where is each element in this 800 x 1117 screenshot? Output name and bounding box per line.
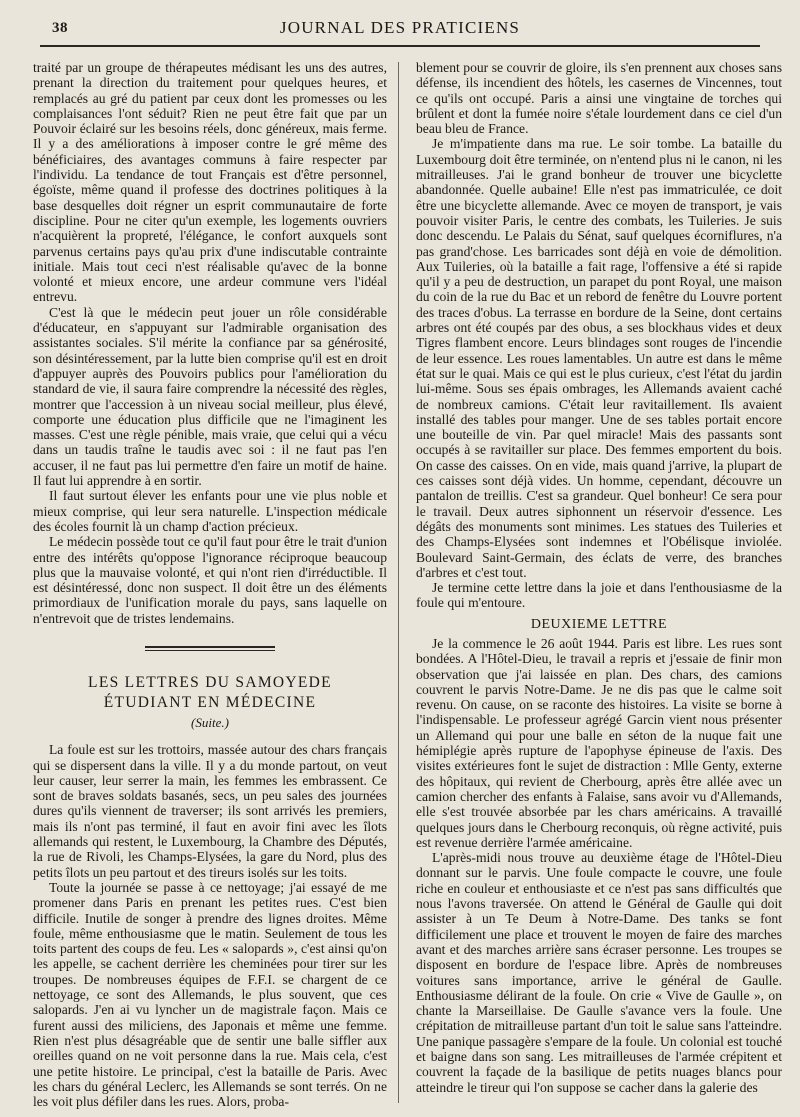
paragraph: Toute la journée se passe à ce nettoyage; j'ai essayé de me promener dans Paris en prenant les petites rues. C'est bien difficile. Inutile de songer à prendre des lignes droites. Même foule, même enthousiasme que le matin. Seulement de tous les toits partent des coups de feu. Les « salopards », c'est ainsi qu'on les appelle, se cachent derrière les cheminées pour tirer sur les troupes. De nombreuses équipes de F.F.I. se chargent de ce nettoyage, ce sont des Allemands, le plus souvent, que ces salopards. J'en ai vu lyncher un de magistrale façon. Mais ce furent aussi des miliciens, des Japonais et même une femme. Rien n'est plus désagréable que de sentir une balle siffler aux oreilles quand on ne voit personne dans la rue. Mais cela, c'est une petite histoire. Le principal, c'est la bataille de Paris. Avec les chars du général Leclerc, les Allemands se sont terrés. On ne les voit plus défiler dans les rues. Alors, proba-	[33, 879, 387, 1110]
page-header	[40, 14, 760, 44]
paragraph: C'est là que le médecin peut jouer un rôle considérable d'éducateur, en s'appuyant sur l'admirable organisation des assistantes sociales. S'il mérite la confiance par sa générosité, son désintéressement, par la lutte bien comprise qu'il est en droit d'appuyer auprès des Pouvoirs publics pour l'amélioration du standard de vie, il saura faire comprendre la nécessité des règles, montrer que l'accession à un niveau social meilleur, plus élevé, comporte une éducation plus difficile que ne l'imaginent les masses. C'est une règle pénible, mais vraie, que celui qui a vécu dans un taudis traîne le taudis avec soi : il ne faut pas l'en accuser, il ne faut pas lui permettre d'en faire un motif de haine. Il faut lui apprendre à en sortir.	[33, 304, 387, 489]
article-subtitle: (Suite.)	[191, 714, 229, 730]
paragraph: Je m'impatiente dans ma rue. Le soir tombe. La bataille du Luxembourg doit être terminée, on n'entend plus ni le canon, ni les mitrailleuses. J'ai le grand bonheur de trouver une bicyclette abandonnée. Quelle aubaine! Elle n'est pas immatriculée, ce doit être une bicyclette allemande. Avec ce moyen de transport, je vais pouvoir visiter Paris, le centre des combats, les Tuileries. Je suis donc descendu. Le Palais du Sénat, sauf quelques écorniflures, n'a pas grand'chose. Les barricades sont déjà en voie de démolition. Aux Tuileries, où la bataille a fait rage, l'offensive a été si rapide qu'il y a peu de destruction, un parapet du pont Royal, une maison du coin de la rue du Bac et un rebord de fenêtre du Louvre portent des traces d'obus. La terrasse en bordure de la Seine, dont certains arbres ont été coupés par des obus, a ses blockhaus vides et deux Tigres flambent encore. Leurs blindages sont rouges de l'incendie de leur essence. Les roues lamentables. Un autre est dans le même état sur le quai. Mais ce qui est le plus curieux, c'est l'état du jardin lui-même. Sous ses épais ombrages, les Allemands avaient caché de nombreux camions. C'était leur ravitaillement. Ils avaient installé des tables pour manger. Une de ses tables portait encore une bouteille de vin. Par quel miracle! Mais des passants sont occupés à se ravitailler sur place. Des femmes emportent du bois. On casse des caisses. On en vide, mais quand j'arrive, la plupart de ces caisses sont déjà vides. Un homme, cependant, découvre un pantalon de treillis. C'est sa grandeur. Quel bonheur! Ce sera pour le travail. Deux autres siphonnent un réservoir d'essence. Les dégâts des monuments sont minimes. Les statues des Tuileries et des Champs-Elysées sont indemnes et l'Obélisque inviolée. Boulevard Saint-Germain, des éclats de verre, des branches d'arbres et c'est tout.	[416, 136, 782, 580]
article-title-line: ÉTUDIANT EN MÉDECINE	[103, 693, 317, 711]
left-column	[33, 60, 387, 1109]
paragraph: Le médecin possède tout ce qu'il faut pour être le trait d'union entre des intérêts qu'oppose l'ignorance réciproque beaucoup plus que la mauvaise volonté, et qui n'ont rien d'irréductible. Il est désintéressé, donc non suspect. Il doit être un des éléments primordiaux de l'unification morale du pays, sans laquelle on n'entrevoit que de tristes lendemains.	[33, 534, 387, 626]
paragraph: Je la commence le 26 août 1944. Paris est libre. Les rues sont bondées. A l'Hôtel-Dieu, le travail a repris et j'essaie de finir mon observation que j'ai laissée en plan. Des chars, des camions couvrent le parvis Notre-Dame. Je ne dis pas que le calme soit revenu. On cause, on se raconte des histoires. La visite se borne à l'indispensable. Le professeur agrégé Garcin vient nous présenter un Allemand qui pour une balle en séton de la nuque fait une hémiplégie après rupture de l'apophyse épineuse de l'axis. Des visites extérieures font le sujet de distraction : Mlle Genty, externe des hôpitaux, qui revient de Cherbourg, après être allée avec un camion chercher des enfants à Falaise, sans avoir vu d'Allemands, elle s'est trouvée absorbée par les chars américains. A travaillé quelques jours dans le Cherbourg reconquis, où règne activité, puis est revenue derrière l'armée américaine.	[416, 635, 782, 850]
header-rule	[40, 45, 760, 47]
section-heading: DEUXIEME LETTRE	[530, 616, 668, 632]
paragraph: blement pour se couvrir de gloire, ils s'en prennent aux choses sans défense, ils incendient des hôtels, les casernes de Vincennes, tout ce qu'ils ont occupé. Paris a ainsi une vingtaine de torches qui brûlent et dont la fumée noire s'étale lourdement dans ce ciel d'un beau bleu de France.	[416, 60, 782, 137]
right-column	[416, 60, 782, 1095]
article-title	[33, 673, 387, 713]
paragraph: Il faut surtout élever les enfants pour une vie plus noble et mieux comprise, qui leur sera naturelle. L'inspection médicale des écoles fournit là un champ d'action précieux.	[33, 488, 387, 534]
article-title-line: LES LETTRES DU SAMOYEDE	[88, 673, 332, 691]
paragraph: L'après-midi nous trouve au deuxième étage de l'Hôtel-Dieu donnant sur le parvis. Une foule compacte le couvre, une foule riche en couleur et enthousiaste et ce n'est pas sans difficultés que nous l'avons traversée. On attend le Général de Gaulle qui doit assister à un Te Deum à Notre-Dame. Des tanks se font difficilement une place et trouvent le moyen de faire des marches avant et des marches arrière sans écraser personne. Les troupes se disposent en bordure de l'espace libre. Après de nombreuses voitures sans importance, arrive le général de Gaulle. Enthousiasme délirant de la foule. On crie « Vive de Gaulle », on chante la Marseillaise. De Gaulle s'avance vers la foule. Une crépitation de mitrailleuse partant d'un toit le salue sans l'atteindre. Une panique passagère s'empare de la foule. Un colonial est touché et baigne dans son sang. Les mitrailleuses de l'armée crépitent et couvrent la façade de la basilique de petits nuages blancs pour atteindre le tireur qui l'on suppose se cacher dans la galerie des	[416, 850, 782, 1095]
column-divider	[398, 62, 399, 1103]
page-number: 38	[52, 20, 68, 36]
paragraph: La foule est sur les trottoirs, massée autour des chars français qui se dispersent dans la ville. Il y a du monde partout, on veut leur causer, leur serrer la main, les femmes les embrassent. Ce sont de braves soldats basanés, secs, un peu sales des journées dures qu'ils viennent de traverser; ils sont arrivés les premiers, mais ils n'ont pas terminé, il faut en avoir fini avec les îlots allemands qui restent, le Luxembourg, la Chambre des Députés, la rue de Rivoli, les Champs-Elysées, la gare du Nord, plus des petits îlots un peu partout et des tireurs isolés sur les toits.	[33, 742, 387, 880]
paragraph: traité par un groupe de thérapeutes médisant les uns des autres, prenant la direction du traitement pour quelques heures, et remplacés au gré du patient par ceux dont les promesses ou les complaisances l'ont séduit? Rien ne peut être fait que par un Pouvoir éclairé sur les besoins réels, donc généreux, mais ferme. Il y a des améliorations à imposer contre le gré même des bénéficiaires, des avantages communs à faire respecter par l'individu. La tendance de tout Français est d'être personnel, égoïste, même quand il professe des doctrines politiques à la base desquelles doit régner un esprit communautaire de forte discipline. Pour ne citer qu'un exemple, les logements ouvriers n'acquièrent la propreté, l'élégance, le confort auxquels sont parvenus certains pays qu'au prix d'une indiscutable contrainte initiale. Mais tout ceci n'est réalisable qu'avec de la bonne volonté et mieux encore, une ardeur commune vers l'idéal entrevu.	[33, 60, 387, 305]
section-separator	[145, 646, 275, 651]
paragraph: Je termine cette lettre dans la joie et dans l'enthousiasme de la foule qui m'entoure.	[416, 580, 782, 611]
running-title: JOURNAL DES PRATICIENS	[279, 18, 521, 37]
